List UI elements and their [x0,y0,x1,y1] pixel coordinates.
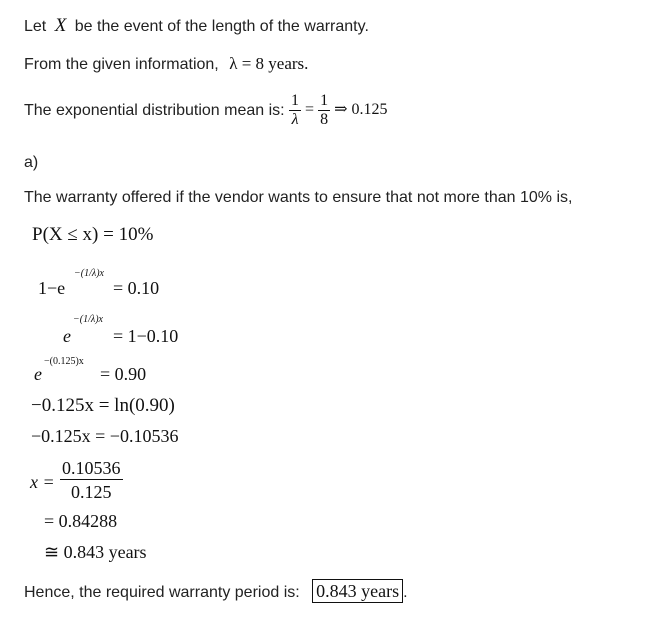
conclusion-period: . [403,584,408,601]
mean-result: ⇒ 0.125 [334,101,388,119]
given-info-text: From the given information, [24,56,219,73]
fraction-denominator: λ [291,111,299,129]
part-a-label: a) [24,154,39,171]
mean-fraction-1 [289,93,301,128]
intro-line-2 [24,54,308,75]
step-rearrange-base: e [63,326,71,346]
equals-sign: = [305,101,315,119]
fraction-numerator: 0.10536 [62,458,121,478]
step-log-value: −0.125x = −0.10536 [31,426,179,446]
fraction-bar [60,479,123,480]
lambda-value: λ = 8 years. [229,54,309,73]
step-cdf-exponent: −(1/λ)x [74,268,104,279]
step-substitute [34,356,234,386]
step-substitute-exponent: −(0.125)x [44,356,84,367]
conclusion-text: Hence, the required warranty period is: [24,584,300,601]
conclusion [24,579,408,606]
fraction-denominator: 8 [320,111,329,129]
step-cdf-result: = 0.10 [113,278,160,298]
variable-x: X [54,15,67,36]
fraction-numerator: 1 [320,92,329,110]
part-a-question: The warranty offered if the vendor wants to ensure that not more than 10% is, [24,189,573,206]
step-exact-value: = 0.84288 [44,511,118,531]
step-log: −0.125x = ln(0.90) [31,395,175,416]
step-rearrange-result: = 1−0.10 [113,326,179,346]
step-solve-lhs: x = [30,472,55,492]
step-cdf-base: 1−e [38,278,66,298]
step-probability: P(X ≤ x) = 10% [32,224,154,245]
fraction-numerator: 1 [291,92,300,110]
step-rearrange-exponent: −(1/λ)x [73,314,103,325]
mean-fraction-2 [318,93,330,128]
intro-line-1 [24,16,369,37]
mean-label: The exponential distribution mean is: [24,102,285,119]
step-substitute-base: e [34,364,42,384]
intro-let: Let [24,18,47,35]
step-substitute-result: = 0.90 [100,364,147,384]
step-approx-value: ≅ 0.843 years [44,542,147,562]
intro-line-3 [24,91,387,131]
step-solve [30,458,170,506]
intro-event-text: be the event of the length of the warranty. [74,18,369,35]
fraction-denominator: 0.125 [71,482,112,502]
mean-expression [289,93,387,128]
step-cdf [38,268,238,304]
step-solve-fraction [60,458,123,503]
answer-box: 0.843 years [312,579,403,603]
step-rearrange [63,314,263,350]
